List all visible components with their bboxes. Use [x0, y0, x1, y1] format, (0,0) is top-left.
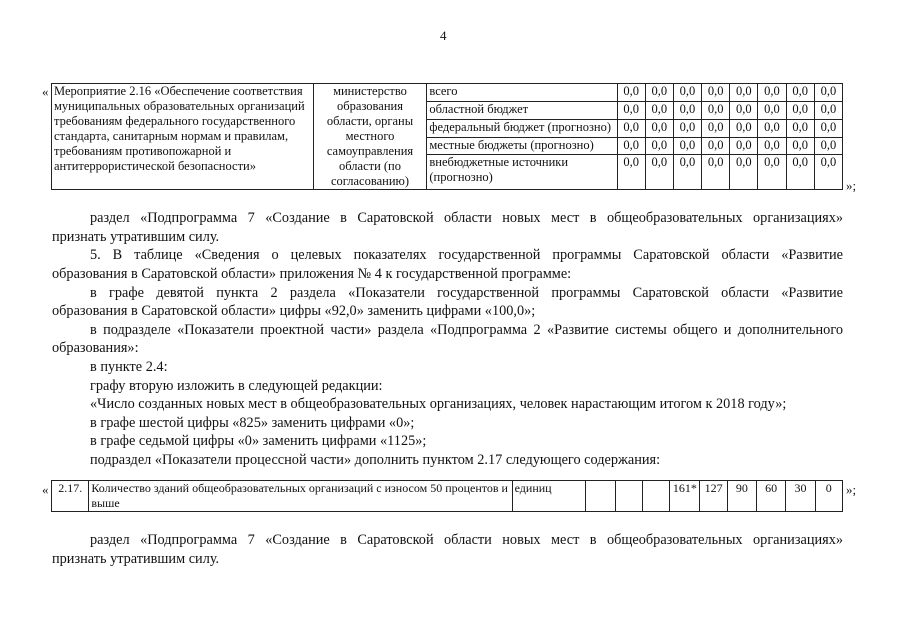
value-cell: 0,0: [617, 119, 645, 137]
value-cell: 0: [815, 481, 842, 512]
value-cell: 161*: [670, 481, 700, 512]
paragraph-line: графу вторую изложить в следующей редакции:: [90, 378, 383, 394]
value-cell: 0,0: [673, 155, 701, 190]
paragraph-line: в графе шестой цифры «825» заменить цифрами «0»;: [90, 415, 415, 431]
source-cell: местные бюджеты (прогнозно): [427, 137, 617, 155]
unit-cell: единиц: [512, 481, 586, 512]
value-cell: 0,0: [786, 84, 814, 102]
value-cell: 30: [786, 481, 815, 512]
value-cell: 0,0: [617, 101, 645, 119]
close-quote: »;: [846, 482, 857, 497]
source-cell: всего: [427, 84, 617, 102]
item-number: 2.17.: [52, 481, 89, 512]
paragraph-line: признать утратившим силу.: [52, 229, 220, 245]
value-cell: 0,0: [673, 101, 701, 119]
page-number: 4: [440, 28, 447, 43]
paragraph-line: «Число созданных новых мест в общеобразовательных организациях, человек нарастающим итогом к 2018 году»;: [90, 396, 787, 412]
funding-table: [51, 83, 843, 190]
value-cell: 0,0: [617, 84, 645, 102]
paragraph-line: в пункте 2.4:: [90, 359, 168, 375]
open-quote: «: [42, 84, 49, 99]
value-cell: 0,0: [814, 137, 842, 155]
value-cell: 0,0: [758, 137, 786, 155]
value-cell: 0,0: [758, 84, 786, 102]
value-cell: 0,0: [702, 137, 730, 155]
value-cell: 0,0: [673, 84, 701, 102]
measure-cell: Мероприятие 2.16 «Обеспечение соответствия муниципальных образовательных организаций требованиям федерального государственного стандарта, санитарным нормам и правилам, требованиям противопожарной и антитеррористической безопасности»: [52, 84, 314, 190]
value-cell: 0,0: [645, 137, 673, 155]
value-cell: 0,0: [758, 155, 786, 190]
source-cell: федеральный бюджет (прогнозно): [427, 119, 617, 137]
value-cell: 0,0: [645, 84, 673, 102]
indicator-table: [51, 480, 843, 512]
value-cell: 0,0: [673, 119, 701, 137]
value-cell: 127: [700, 481, 727, 512]
value-cell: 0,0: [814, 155, 842, 190]
value-cell: 0,0: [730, 84, 758, 102]
value-cell: [586, 481, 615, 512]
value-cell: 0,0: [730, 119, 758, 137]
value-cell: 0,0: [617, 137, 645, 155]
value-cell: 0,0: [758, 119, 786, 137]
paragraph-line: образования»:: [52, 340, 139, 356]
open-quote: «: [42, 482, 49, 497]
value-cell: 0,0: [673, 137, 701, 155]
paragraph-line: подраздел «Показатели процессной части» дополнить пунктом 2.17 следующего содержания:: [90, 452, 661, 468]
paragraph-line: в графе девятой пункта 2 раздела «Показатели государственной программы Саратовской области «Развитие: [90, 285, 843, 301]
close-quote: »;: [846, 178, 857, 193]
value-cell: 0,0: [814, 101, 842, 119]
value-cell: 0,0: [645, 155, 673, 190]
value-cell: 0,0: [730, 101, 758, 119]
paragraph-line: в графе седьмой цифры «0» заменить цифрами «1125»;: [90, 433, 427, 449]
value-cell: 0,0: [702, 84, 730, 102]
paragraph-line: 5. В таблице «Сведения о целевых показателях государственной программы Саратовской области «Развитие: [90, 247, 843, 263]
value-cell: [615, 481, 642, 512]
paragraph-line: образования в Саратовской области» приложения № 4 к государственной программе:: [52, 266, 572, 282]
value-cell: 0,0: [702, 155, 730, 190]
value-cell: 0,0: [786, 101, 814, 119]
value-cell: 0,0: [786, 119, 814, 137]
executor-cell: министерство образования области, органы местного самоуправления области (по согласованию): [313, 84, 427, 190]
value-cell: [642, 481, 669, 512]
value-cell: 0,0: [786, 155, 814, 190]
value-cell: 0,0: [786, 137, 814, 155]
table-row: [52, 481, 843, 512]
value-cell: 60: [757, 481, 786, 512]
value-cell: 0,0: [702, 119, 730, 137]
value-cell: 90: [727, 481, 756, 512]
source-cell: внебюджетные источники (прогнозно): [427, 155, 617, 190]
table-row: [52, 84, 843, 102]
value-cell: 0,0: [645, 119, 673, 137]
value-cell: 0,0: [730, 155, 758, 190]
value-cell: 0,0: [617, 155, 645, 190]
value-cell: 0,0: [814, 84, 842, 102]
paragraph-line: образования в Саратовской области» цифры «92,0» заменить цифрами «100,0»;: [52, 303, 536, 319]
value-cell: 0,0: [645, 101, 673, 119]
paragraph-line: раздел «Подпрограмма 7 «Создание в Саратовской области новых мест в общеобразовательных организациях»: [90, 532, 843, 548]
value-cell: 0,0: [758, 101, 786, 119]
indicator-name: Количество зданий общеобразовательных организаций с износом 50 процентов и выше: [89, 481, 512, 512]
paragraph-line: раздел «Подпрограмма 7 «Создание в Саратовской области новых мест в общеобразовательных организациях»: [90, 210, 843, 226]
paragraph-line: в подразделе «Показатели проектной части» раздела «Подпрограмма 2 «Развитие системы общего и дополнительного: [90, 322, 843, 338]
value-cell: 0,0: [730, 137, 758, 155]
source-cell: областной бюджет: [427, 101, 617, 119]
value-cell: 0,0: [814, 119, 842, 137]
value-cell: 0,0: [702, 101, 730, 119]
paragraph-line: признать утратившим силу.: [52, 551, 220, 567]
